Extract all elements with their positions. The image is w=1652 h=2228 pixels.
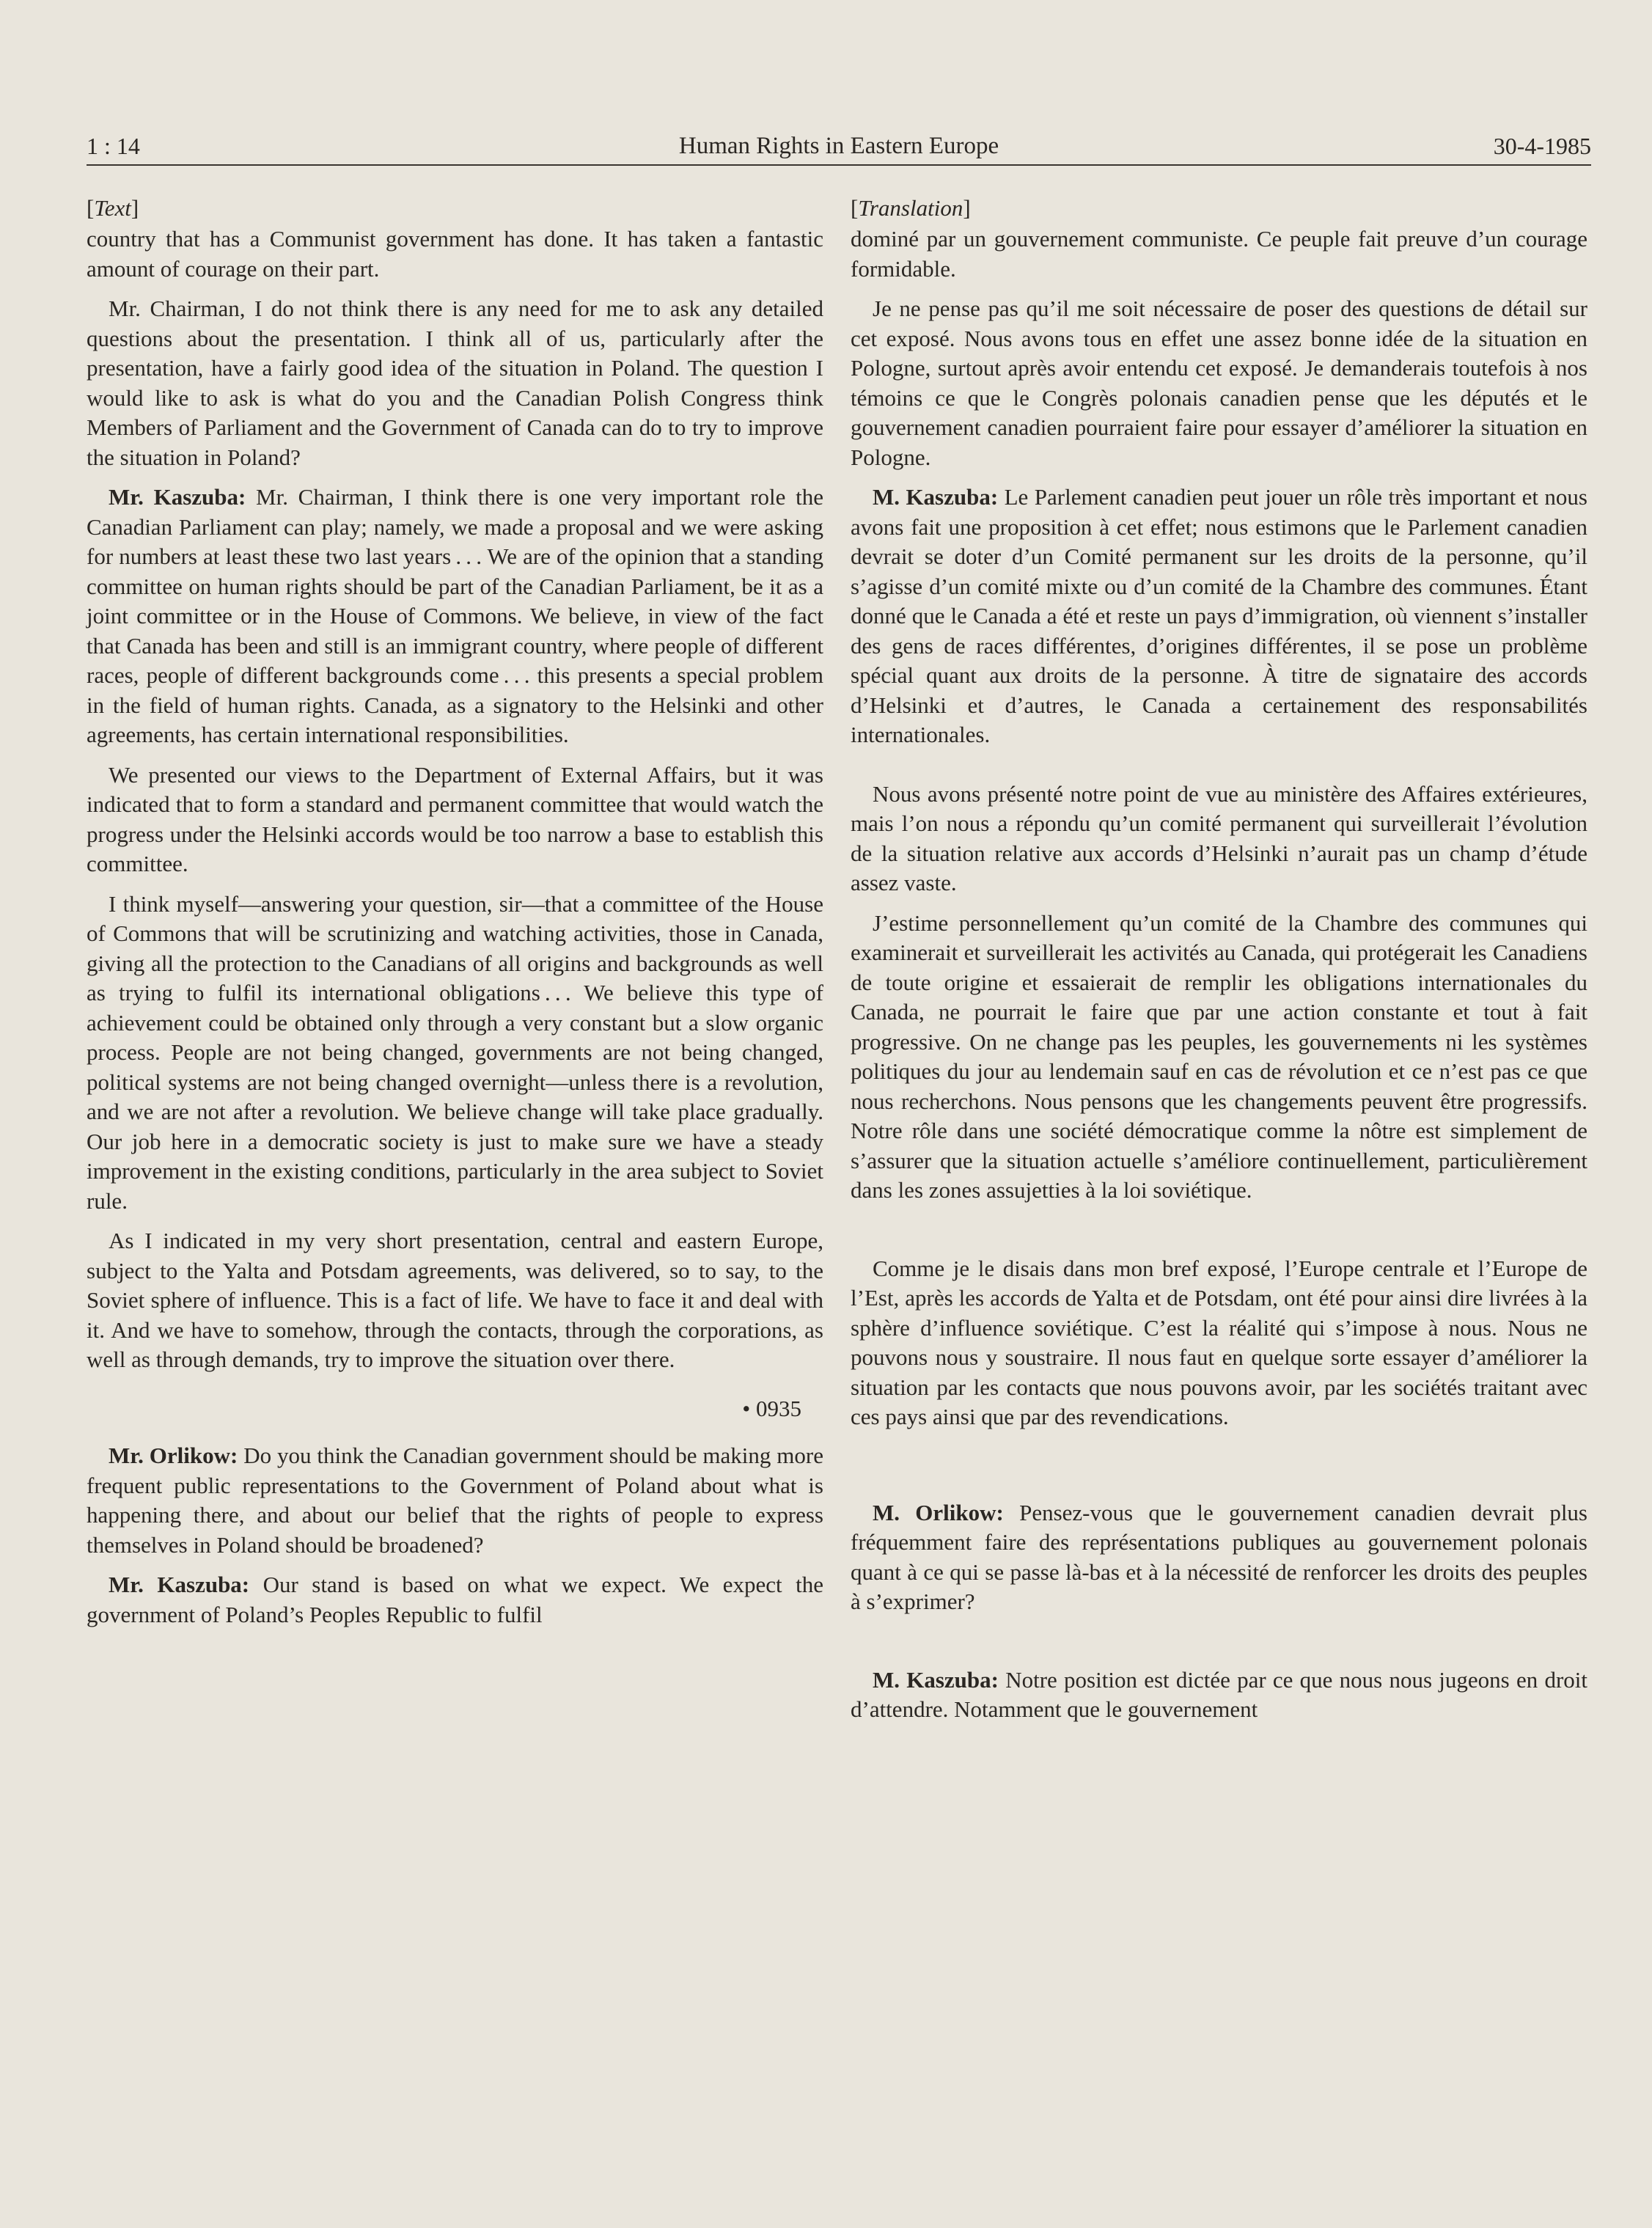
french-column xyxy=(851,192,1587,1735)
english-column xyxy=(87,192,823,1640)
paragraph: Comme je le disais dans mon bref exposé, l’Europe centrale et l’Europe de l’Est, après les accords de Yalta et de Potsdam, ont été pour ainsi dire livrées à la sphère d’influence soviétique. C’est la réalité qui s’impose à nous. Nous ne pouvons nous y soustraire. Il nous faut en quelque sorte essayer d’améliorer la situation par les contacts que nous pouvons avoir, par les sociétés traitant avec ces pays ainsi que par des revendications. xyxy=(851,1255,1587,1429)
page-header xyxy=(87,123,1591,166)
speech-orlikow: Mr. Orlikow: Do you think the Canadian government should be making more frequent public representations to the Government of Poland about what is happening there, and about our belief that the rights of people to express themselves in Poland should be broadened? xyxy=(87,1443,823,1558)
spacer xyxy=(851,761,1587,780)
paragraph: I think myself—answering your question, sir—that a committee of the House of Commons that will be scrutinizing and watching activities, those in Canada, giving all the protection to the Canadians of all origins and backgrounds as well as trying to fulfil its international obligations . . . We believe this type of achievement could be obtained only through a very constant but a slow organic process. People are not being changed, governments are not being changed, political systems are not being changed overnight—unless there is a revolution, and we are not after a revolution. We believe change will take place gradually. Our job here in a democratic society is just to make sure we have a steady improvement in the existing conditions, particularly in the area subject to Soviet rule. xyxy=(87,890,823,1214)
column-label-translation: [Translation] xyxy=(851,195,971,221)
spacer xyxy=(851,1627,1587,1665)
speaker-name: M. Orlikow: xyxy=(873,1499,1004,1525)
paragraph: dominé par un gouvernement communiste. Ce peuple fait preuve d’un courage formidable. xyxy=(851,226,1587,282)
speaker-name: M. Kaszuba: xyxy=(873,484,999,510)
paragraph: J’estime personnellement qu’un comité de la Chambre des communes qui examinerait et surveillerait les activités au Canada, qui protégerait les Canadiens de toute origine et essaierait de remplir les obligations internationales du Canada, ne pourrait le faire que par une action constante et tout à fait progressive. On ne change pas les peuples, les gouvernements ni les systèmes politiques du jour au lendemain sauf en cas de révolution et ce n’est pas ce que nous recherchons. Nous pensons que les changements peuvent être progressifs. Notre rôle dans une société démocratique comme la nôtre est simplement de s’assurer que la situation actuelle s’améliore continuellement, particulièrement dans les zones assujetties à la loi soviétique. xyxy=(851,909,1587,1203)
speaker-name: Mr. Kaszuba: xyxy=(109,484,246,510)
speech-kaszuba: M. Kaszuba: Le Parlement canadien peut jouer un rôle très important et nous avons fait une proposition à cet effet; nous estimons que le Parlement canadien devrait se doter d’un Comité permanent sur les droits de la personne, qu’il s’agisse d’un comité mixte ou d’un comité de la Chambre des communes. Étant donné que le Canada a été et reste un pays d’immigration, où viennent s’installer des gens de races différentes, d’origines différentes, il se pose un problème spécial quant aux droits de la personne. À titre de signataire des accords d’Helsinki et d’autres, le Canada a certainement des responsabilités internationales. xyxy=(851,484,1587,747)
paragraph: country that has a Communist government has done. It has taken a fantastic amount of courage on their part. xyxy=(87,226,823,282)
speech-kaszuba: Mr. Kaszuba: Mr. Chairman, I think there is one very important role the Canadian Parliament can play; namely, we made a proposal and we were asking for numbers at least these two last years . . . We are of the opinion that a standing committee on human rights should be part of the Canadian Parliament, be it as a joint committee or in the House of Commons. We believe, in view of the fact that Canada has been and still is an immigrant country, where people of different races, people of different backgrounds come . . . this presents a special problem in the field of human rights. Canada, as a signatory to the Helsinki and other agreements, has certain international responsibilities. xyxy=(87,484,823,747)
speech-kaszuba: Mr. Kaszuba: Our stand is based on what we expect. We expect the government of Poland’s Peoples Republic to fulfil xyxy=(87,1572,823,1627)
paragraph: Mr. Chairman, I do not think there is any need for me to ask any detailed questions about the presentation. I think all of us, particularly after the presentation, have a fairly good idea of the situation in Poland. The question I would like to ask is what do you and the Canadian Polish Congress think Members of Parliament and the Government of Canada can do to try to improve the situation in Poland? xyxy=(87,296,823,470)
spacer xyxy=(851,1443,1587,1498)
speech-orlikow: M. Orlikow: Pensez-vous que le gouvernement canadien devrait plus fréquemment faire des représentations publiques au gouvernement polonais quant à ce qui se passe là-bas et à la nécessité de renforcer les droits des peuples à s’exprimer? xyxy=(851,1499,1587,1614)
paragraph: Nous avons présenté notre point de vue au ministère des Affaires extérieures, mais l’on nous a répondu qu’un comité permanent qui surveillerait l’évolution de la situation relative aux accords d’Helsinki n’aurait pas un champ d’étude assez vaste. xyxy=(851,780,1587,895)
speaker-name: Mr. Kaszuba: xyxy=(109,1572,250,1597)
page-number: 1 : 14 xyxy=(87,133,140,159)
speaker-name: Mr. Orlikow: xyxy=(109,1443,238,1468)
time-marker: • 0935 xyxy=(742,1395,801,1421)
running-title: Human Rights in Eastern Europe xyxy=(678,133,999,159)
paragraph: We presented our views to the Department of External Affairs, but it was indicated that to form a standard and permanent committee that would watch the progress under the Helsinki accords would be too narrow a base to establish this committee. xyxy=(87,761,823,876)
paragraph: As I indicated in my very short presentation, central and eastern Europe, subject to the Yalta and Potsdam agreements, was delivered, so to say, to the Soviet sphere of influence. This is a fact of life. We have to face it and deal with it. And we have to somehow, through the contacts, through the corporations, as well as through demands, try to improve the situation over there. xyxy=(87,1228,823,1372)
column-label-text: [Text] xyxy=(87,195,139,221)
spacer xyxy=(851,1216,1587,1254)
speaker-name: M. Kaszuba: xyxy=(873,1666,999,1693)
speech-kaszuba: M. Kaszuba: Notre position est dictée par ce que nous nous jugeons en droit d’attendre. Notamment que le gouvernement xyxy=(851,1666,1587,1722)
paragraph: Je ne pense pas qu’il me soit nécessaire de poser des questions de détail sur cet exposé. Nous avons tous en effet une assez bonne idée de la situation en Pologne, surtout après avoir entendu cet exposé. Je demanderais toutefois à nos témoins ce que le Congrès polonais canadien pense que les députés et le gouvernement canadien pourraient faire pour essayer d’améliorer la situation en Pologne. xyxy=(851,296,1587,470)
header-date: 30-4-1985 xyxy=(1493,133,1591,159)
